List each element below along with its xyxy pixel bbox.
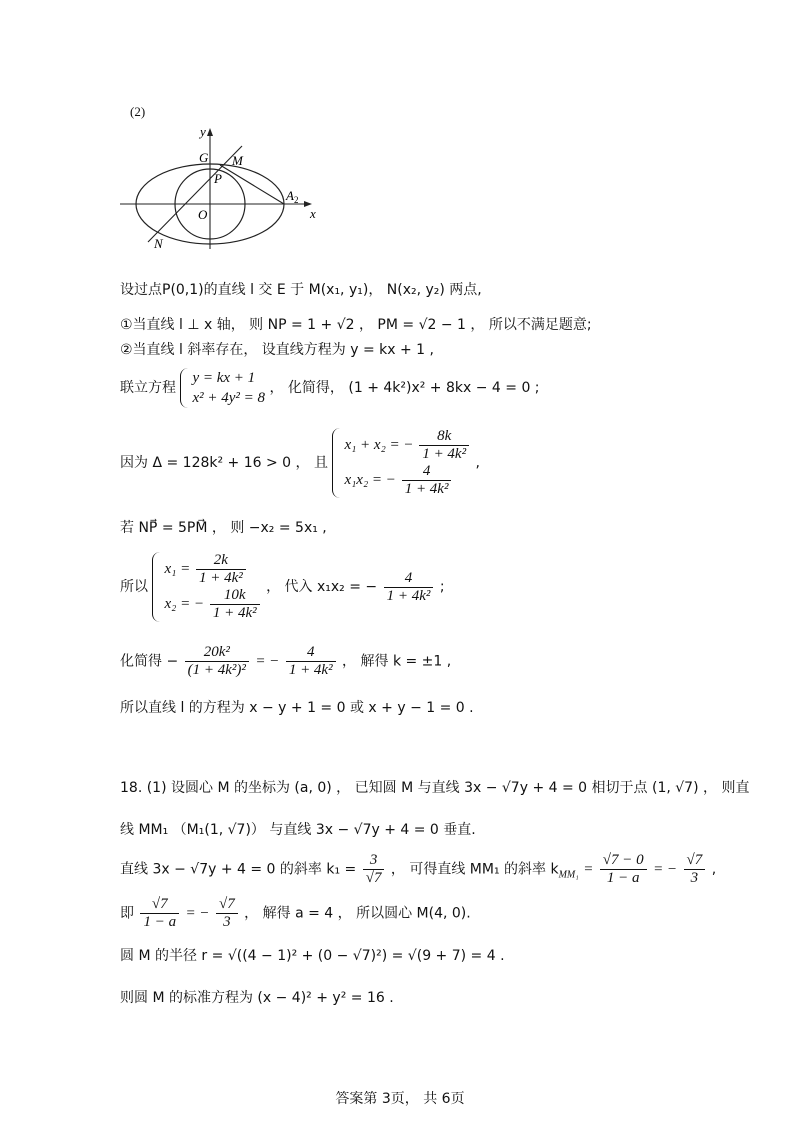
equals: =	[583, 861, 594, 878]
fraction	[419, 428, 469, 463]
simplify-label: 化简得 −	[120, 653, 179, 670]
label-y: y	[200, 124, 206, 139]
vieta-product-left: x₁x₂ = −	[344, 471, 396, 488]
fraction	[363, 852, 385, 887]
fraction	[684, 852, 706, 887]
fraction	[286, 644, 336, 679]
fraction	[402, 463, 452, 498]
equals: = −	[653, 861, 678, 878]
system-eq-1: y = kx + 1	[192, 370, 256, 386]
numerator: 2k	[196, 552, 246, 570]
part-2-label: (2)	[130, 104, 146, 119]
label-x: x	[310, 206, 316, 221]
line-l	[148, 146, 242, 242]
ellipse-circle-figure	[120, 124, 330, 254]
label-G: G	[199, 150, 209, 165]
solve-a-result: ， 解得 a = 4 ， 所以圆心 M(4, 0).	[244, 905, 471, 922]
denominator: 1 + 4k²	[404, 481, 449, 497]
line-conclusion: 所以直线 l 的方程为 x − y + 1 = 0 或 x + y − 1 = 0 .	[120, 700, 474, 716]
line-solve-x	[120, 552, 445, 622]
brace-icon	[152, 552, 161, 622]
fraction	[140, 896, 179, 931]
numerator: 20k²	[185, 644, 249, 662]
vieta-product	[344, 463, 471, 498]
solve-label: 所以	[120, 579, 148, 595]
x1-eq	[164, 552, 261, 587]
label-N: N	[154, 236, 163, 251]
numerator: 10k	[210, 587, 260, 605]
numerator: √7	[684, 852, 706, 870]
denominator: 1 + 4k²	[386, 587, 431, 604]
denominator: √7	[365, 870, 382, 886]
line-slope	[120, 852, 716, 887]
denominator: 1 + 4k²	[422, 446, 467, 462]
label-P: P	[214, 171, 222, 186]
denominator: 1 + 4k²	[198, 570, 243, 586]
fraction	[384, 570, 434, 605]
fraction	[196, 552, 246, 587]
numerator: √7	[140, 896, 179, 914]
line-setup: 设过点P(0,1)的直线 l 交 E 于 M(x₁, y₁)， N(x₂, y₂) 两点,	[120, 282, 482, 298]
equals: = −	[255, 653, 280, 670]
slope-text: 直线 3x − √7y + 4 = 0 的斜率 k₁ =	[120, 861, 357, 878]
discriminant-text: 因为 Δ = 128k² + 16 > 0 ， 且	[120, 455, 328, 471]
y-axis-arrow-icon	[207, 128, 213, 136]
system-label: 联立方程	[120, 380, 176, 396]
fraction	[185, 644, 249, 679]
vieta-sum-left: x₁ + x₂ = −	[344, 436, 414, 453]
numerator: √7	[216, 896, 238, 914]
fraction	[210, 587, 260, 622]
numerator: 4	[402, 463, 452, 481]
brace-icon	[332, 428, 341, 498]
numerator: 8k	[419, 428, 469, 446]
vieta-system	[332, 428, 471, 498]
system-eq-2: x² + 4y² = 8	[192, 390, 266, 406]
label-O: O	[198, 207, 208, 222]
label-M: M	[232, 153, 243, 168]
line-discriminant	[120, 428, 480, 498]
denominator: (1 + 4k²)²	[187, 662, 246, 678]
numerator: 4	[384, 570, 434, 588]
denominator: 1 − a	[143, 914, 177, 930]
fraction	[600, 852, 647, 887]
x-system	[152, 552, 261, 622]
numerator: 4	[286, 644, 336, 662]
equation-system	[180, 368, 265, 408]
line-case1: ①当直线 l ⊥ x 轴， 则 NP = 1 + √2 ， PM = √2 − 1 ， 所以不满足题意;	[120, 317, 592, 333]
label-A2-subscript: 2	[293, 195, 299, 205]
discriminant-end: ,	[475, 455, 480, 471]
slope-mid: ， 可得直线 MM₁ 的斜率 k	[390, 861, 559, 878]
denominator: 1 + 4k²	[288, 662, 333, 678]
numerator: 3	[363, 852, 385, 870]
line-standard-equation: 则圆 M 的标准方程为 (x − 4)² + y² = 16 .	[120, 990, 394, 1006]
system-simplified: ， 化简得， (1 + 4k²)x² + 8kx − 4 = 0 ;	[269, 380, 540, 396]
substitute-text: ， 代入 x₁x₂ = −	[266, 579, 378, 595]
page-footer: 答案第 3页， 共 6页	[335, 1091, 465, 1107]
solve-a-label: 即	[120, 905, 134, 922]
line-solve-a	[120, 896, 471, 931]
solve-k: ， 解得 k = ±1 ,	[342, 653, 452, 670]
brace-icon	[180, 368, 189, 408]
denominator: 1 − a	[606, 870, 640, 886]
line-problem-18: 18. (1) 设圆心 M 的坐标为 (a, 0) ， 已知圆 M 与直线 3x − √7y + 4 = 0 相切于点 (1, √7) ， 则直	[120, 780, 750, 796]
x1-left: x₁ =	[164, 560, 191, 577]
x2-eq	[164, 587, 261, 622]
label-A2: $A_2$	[286, 188, 299, 205]
line-simplify-k	[120, 644, 451, 679]
fraction	[216, 896, 238, 931]
x2-left: x₂ = −	[164, 595, 205, 612]
line-case2: ②当直线 l 斜率存在， 设直线方程为 y = kx + 1 ,	[120, 342, 434, 358]
vieta-sum	[344, 428, 471, 463]
denominator: 3	[223, 914, 231, 930]
slope-end: ,	[711, 861, 717, 878]
substitute-end: ;	[439, 579, 445, 595]
slope-subscript: MM₁	[558, 869, 579, 881]
equals: = −	[185, 905, 210, 922]
denominator: 1 + 4k²	[212, 605, 257, 621]
line-radius: 圆 M 的半径 r = √((4 − 1)² + (0 − √7)²) = √(9 + 7) = 4 .	[120, 948, 505, 964]
line-system	[120, 368, 540, 408]
line-vector: 若 NP⃗ = 5PM⃗ ， 则 −x₂ = 5x₁ ,	[120, 520, 327, 536]
denominator: 3	[690, 870, 699, 886]
numerator: √7 − 0	[600, 852, 647, 870]
line-perpendicular: 线 MM₁ （M₁(1, √7)） 与直线 3x − √7y + 4 = 0 垂直.	[120, 822, 476, 838]
